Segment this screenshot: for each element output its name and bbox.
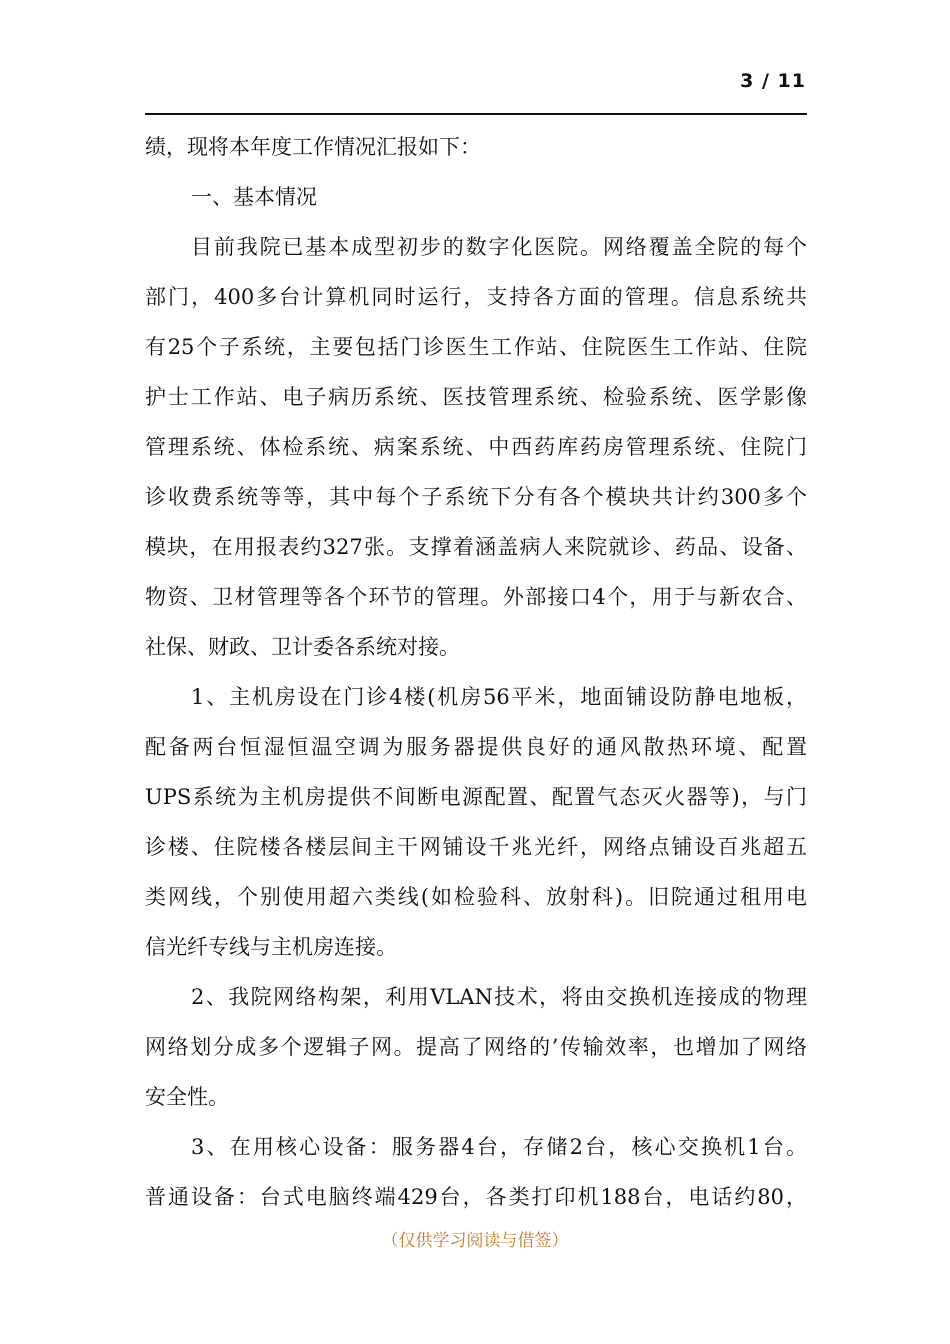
header-divider [145, 113, 807, 115]
text-line: 安全性。 [145, 1085, 229, 1109]
text-line: 诊收费系统等等，其中每个子系统下分有各个模块共计约300多个 [145, 485, 807, 509]
text-line: 一、基本情况 [191, 185, 317, 209]
text-line: 绩，现将本年度工作情况汇报如下： [145, 135, 481, 159]
text-line: 部门，400多台计算机同时运行，支持各方面的管理。信息系统共 [145, 285, 807, 309]
text-line: 目前我院已基本成型初步的数字化医院。网络覆盖全院的每个 [191, 235, 807, 259]
text-line: 类网线，个别使用超六类线(如检验科、放射科)。旧院通过租用电 [145, 885, 807, 909]
text-line: 配备两台恒湿恒温空调为服务器提供良好的通风散热环境、配置 [145, 735, 807, 759]
text-line: 信光纤专线与主机房连接。 [145, 935, 397, 959]
text-line: 3、在用核心设备：服务器4台，存储2台，核心交换机1台。 [191, 1135, 807, 1159]
text-line: 社保、财政、卫计委各系统对接。 [145, 635, 460, 659]
text-line: 2、我院网络构架，利用VLAN技术，将由交换机连接成的物理 [191, 985, 807, 1009]
text-line: 模块，在用报表约327张。支撑着涵盖病人来院就诊、药品、设备、 [145, 535, 807, 559]
footer-note: （仅供学习阅读与借签） [381, 1231, 569, 1251]
text-line: UPS系统为主机房提供不间断电源配置、配置气态灭火器等)，与门 [145, 785, 807, 809]
text-line: 护士工作站、电子病历系统、医技管理系统、检验系统、医学影像 [145, 385, 807, 409]
text-line: 诊楼、住院楼各楼层间主干网铺设千兆光纤，网络点铺设百兆超五 [145, 835, 807, 859]
document-body [145, 122, 807, 1222]
text-line: 普通设备：台式电脑终端429台，各类打印机188台，电话约80， [145, 1185, 807, 1209]
text-line: 网络划分成多个逻辑子网。提高了网络的’传输效率，也增加了网络 [145, 1035, 807, 1059]
page-number: 3 / 11 [740, 70, 806, 92]
text-line: 1、主机房设在门诊4楼(机房56平米，地面铺设防静电地板， [191, 685, 807, 709]
text-line: 物资、卫材管理等各个环节的管理。外部接口4个，用于与新农合、 [145, 585, 807, 609]
text-line: 有25个子系统，主要包括门诊医生工作站、住院医生工作站、住院 [145, 335, 807, 359]
text-line: 管理系统、体检系统、病案系统、中西药库药房管理系统、住院门 [145, 435, 807, 459]
